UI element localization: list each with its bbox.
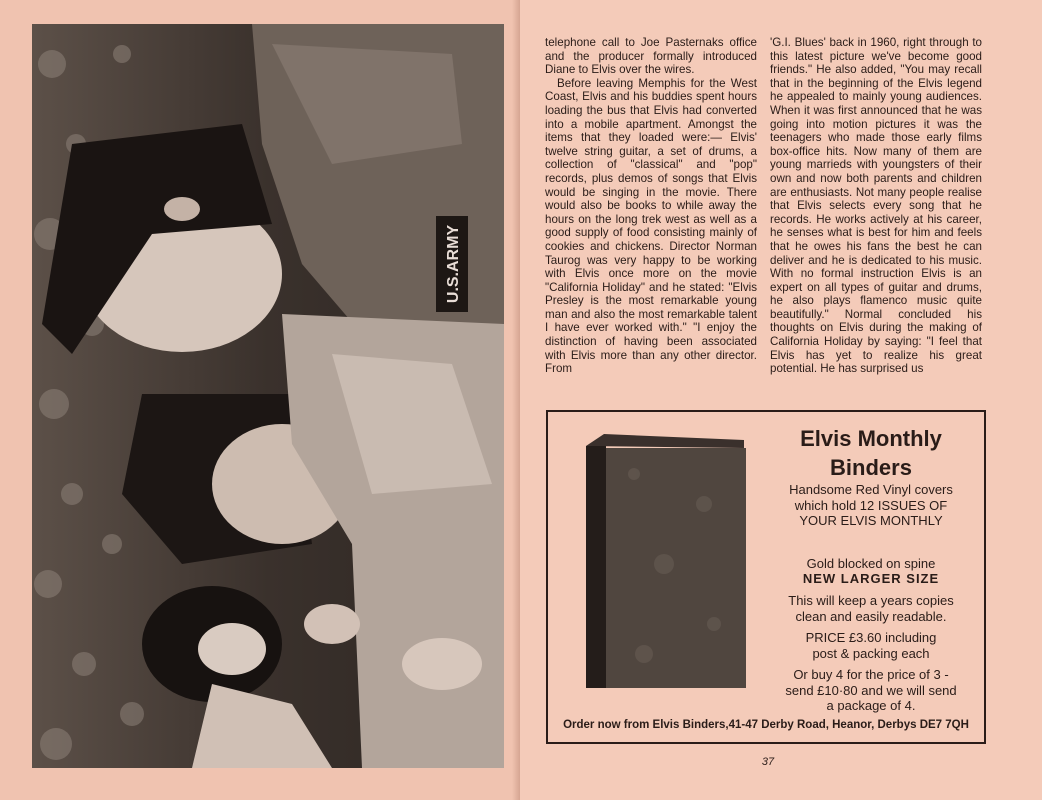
ad-copy: [762, 424, 980, 714]
ad-offer-line: Or buy 4 for the price of 3 -: [793, 667, 949, 682]
page-number: 37: [761, 756, 775, 768]
ad-order-address: Order now from Elvis Binders,41-47 Derby Road, Heanor, Derbys DE7 7QH: [563, 719, 969, 731]
ad-covers-line: which hold 12 ISSUES OF: [794, 497, 948, 513]
ad-keep-line: clean and easily readable.: [795, 608, 947, 624]
left-page: [0, 0, 520, 800]
binders-advertisement: [546, 410, 986, 744]
ad-title-line-2: Binders: [830, 455, 912, 480]
article-paragraph: telephone call to Joe Pasternaks office and the producer formally introduced Diane to Elvis over the wires.: [545, 36, 757, 77]
ad-price-line: PRICE £3.60 including: [805, 630, 937, 645]
ad-offer-line: send £10·80 and we will send: [785, 682, 957, 698]
binder-image: [584, 434, 748, 688]
article-paragraph: Before leaving Memphis for the West Coast, Elvis and his buddies spent hours loading the bus that Elvis had converted into a mobile apartment. Amongst the items that they loaded were:— Elvis' twelve string guitar, a set of drums, a collection of "classical" and "pop" records, plus demos of songs that Elvis would be singing in the movie. There would also be books to while away the hours on the long trek west as well as a good supply of food consisting mainly of cookies and chickens. Director Norman Taurog was very happy to be working with Elvis once more on the movie "California Holiday" and he stated: "Elvis Presley is the most remarkable young man and also the most remarkable talent I have ever worked with." "I enjoy the distinction of having been associated with Elvis more than any other director. From: [545, 76, 757, 376]
ad-covers-line: Handsome Red Vinyl covers: [789, 482, 953, 497]
article-paragraph: 'G.I. Blues' back in 1960, right through to this latest picture we've become good friends." He also added, "You may recall that in the beginning of the Elvis legend he appealed to mainly young audiences. When it was first announced that he was going into motion pictures it was the teenagers who made those early films box-office hits. Now many of them are young marrieds with youngsters of their own and now both parents and children are enthusiasts. Not many people realise that Elvis selects every song that he records. He works actively at his career, he senses what is best for him and feels that he owes his fans the best he can deliver and he is dedicated to his music. With no formal instruction Elvis is an expert on all types of guitar and drums, he also plays flamenco music quite beautifully." Normal concluded his thoughts on Elvis during the making of California Holiday by saying: "I feel that Elvis has yet to realize his great potential. He has surprised us: [770, 36, 982, 376]
ad-size-line: NEW LARGER SIZE: [802, 571, 940, 586]
article-column-1: [545, 36, 757, 406]
ad-covers-line: YOUR ELVIS MONTHLY: [799, 513, 943, 528]
ad-offer-line: a package of 4.: [826, 698, 916, 713]
article-column-2: [770, 36, 982, 406]
army-patch-text: U.S.ARMY: [445, 224, 462, 304]
ad-title-line-1: Elvis Monthly: [800, 426, 942, 451]
ad-gold-line: Gold blocked on spine: [806, 555, 936, 571]
elvis-army-photo: [32, 24, 504, 768]
ad-price-line: post & packing each: [812, 645, 930, 661]
ad-keep-line: This will keep a years copies: [788, 593, 954, 608]
